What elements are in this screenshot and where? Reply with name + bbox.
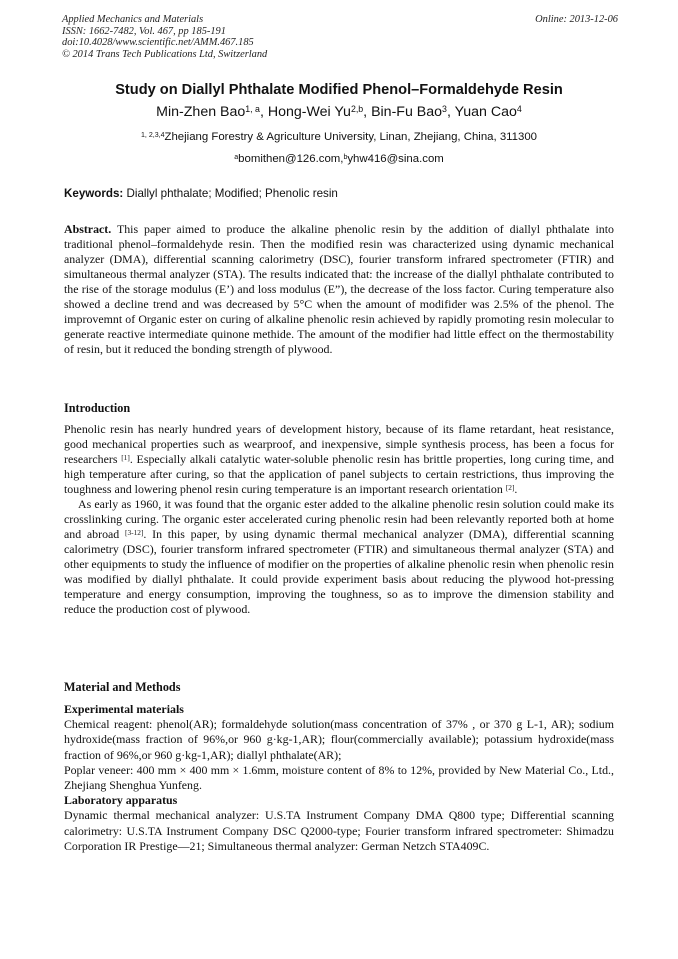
citation: [1] <box>121 452 130 462</box>
author-affil-mark: 1, a <box>245 104 260 115</box>
introduction-heading: Introduction <box>64 401 131 415</box>
materials-subheading: Experimental materials <box>64 702 184 716</box>
online-date: Online: 2013-12-06 <box>535 14 618 25</box>
intro-text: Phenolic resin has nearly hundred years of development history, because of its flame retardant, heat resistance, good mechanical properties such as wearproof, and inexpensive, simple synthesis process, has been a focus for researchers <box>64 422 614 466</box>
author-affil-mark: 4 <box>516 104 522 115</box>
intro-paragraph-2 <box>64 497 614 617</box>
author-affil-mark: 3 <box>442 104 447 115</box>
author-name: Min-Zhen Bao <box>156 104 246 120</box>
affiliation-mark: 1, 2,3,4 <box>140 131 165 139</box>
author-separator: , <box>446 104 455 120</box>
veneer-paragraph: Poplar veneer: 400 mm × 400 mm × 1.6mm, moisture content of 8% to 12%, provided by New Material Co., Ltd., Zhejiang Shenghua Yunfeng. <box>64 762 614 793</box>
author-affil-mark: 2,b <box>350 104 364 115</box>
journal-header <box>62 14 618 60</box>
email-mark-a: a <box>234 153 239 161</box>
author-emails <box>0 153 678 165</box>
citation: [2] <box>505 482 515 492</box>
apparatus-paragraph: Dynamic thermal mechanical analyzer: U.S.TA Instrument Company DMA Q800 type; Differential scanning calorimetry: U.S.TA Instrument Company DSC Q2000-type; Fourier transform infrared spectrometer: Shimadzu Corporation IR Prestige—21; Simultaneous thermal analyzer: German Netzch STA409C. <box>64 808 614 853</box>
author-separator: , <box>363 104 372 120</box>
keywords-label: Keywords: <box>64 187 124 200</box>
introduction-body <box>64 422 614 617</box>
methods-body <box>64 702 614 854</box>
copyright-line: © 2014 Trans Tech Publications Ltd, Switzerland <box>62 48 268 60</box>
author-list <box>0 104 678 120</box>
intro-text: . <box>514 482 518 496</box>
email-a[interactable]: bomithen@126.com, <box>238 153 344 165</box>
doi-line: doi:10.4028/www.scientific.net/AMM.467.185 <box>62 37 254 48</box>
email-mark-b: b <box>343 153 348 161</box>
citation: [3-12] <box>125 527 144 537</box>
intro-text: As early as 1960, it was found that the organic ester added to the alkaline phenolic resin solution could make its crosslinking curing. The organic ester accelerated curing phenolic resin had been relevantly reported both at home and abroad <box>64 497 614 541</box>
abstract-text: This paper aimed to produce the alkaline phenolic resin by the addition of diallyl phthalate into traditional phenol–formaldehyde resin. Then the modified resin was characterized using dynamic mechanical analyzer (DMA), differential scanning calorimetry (DSC), fourier transform infrared spectrometer (FTIR) and simultaneous thermal analyzer (STA). The results indicated that: the increase of the diallyl phthalate contributed to the rise of the storage modulus (E’) and loss modulus (E”), the decrease of the loss factor. Curing temperature also showed a decline trend and was decreased by 5°C when the amount of modifider was 2.5% of the phenol. The improvemnt of Organic ester on curing of alkaline phenolic resin achieved by rapidly promoting resin molecular to generate reactive intermediate quinone methide. The amount of the modifier had little effect on the thermostability of resin, but it reduced the bonding strength of plywood. <box>64 222 614 356</box>
abstract <box>64 222 614 357</box>
issn-line: ISSN: 1662-7482, Vol. 467, pp 185-191 <box>62 25 226 37</box>
intro-paragraph-1 <box>64 422 614 497</box>
keywords <box>64 187 338 200</box>
email-b[interactable]: yhw416@sina.com <box>347 153 444 165</box>
intro-text: . In this paper, by using dynamic thermal mechanical analyzer (DMA), differential scanning calorimetry (DSC), fourier transform infrared spectrometer (FTIR) and simultaneous thermal analyzer (STA) and other equipments to study the influence of modifier on the properties of alkaline phenolic resin when phenolic resin was modified by diallyl phthalate. It could provide experiment basis about reducing the plywood hot-pressing temperature and energy consumption, improving the toughness, so as to improve the dimension stability and reduce the production cost of plywood. <box>64 527 614 616</box>
keywords-text: Diallyl phthalate; Modified; Phenolic resin <box>123 187 338 200</box>
materials-paragraph: Chemical reagent: phenol(AR); formaldehyde solution(mass concentration of 37% , or 370 g L-1, AR); sodium hydroxide(mass fraction of 96%,or 960 g·kg-1,AR); flour(commercially available); potassium hydroxide(mass fraction of 96%,or 960 g·kg-1,AR); diallyl phthalate(AR); <box>64 717 614 762</box>
author-separator: , <box>259 104 268 120</box>
author-name: Bin-Fu Bao <box>371 104 443 120</box>
author-name: Yuan Cao <box>454 104 517 120</box>
journal-name: Applied Mechanics and Materials <box>62 14 204 25</box>
methods-heading: Material and Methods <box>64 680 181 694</box>
author-name: Hong-Wei Yu <box>267 104 351 120</box>
apparatus-subheading: Laboratory apparatus <box>64 793 178 808</box>
intro-text: . Especially alkali catalytic water-soluble phenolic resin has brittle properties, long curing time, and high temperature after curing, so that the application of panel subjects to certain restrictions, thus improving the toughness and lowering phenol resin curing temperature is an important research orientation <box>64 452 614 496</box>
paper-title: Study on Diallyl Phthalate Modified Phenol–Formaldehyde Resin <box>115 82 563 98</box>
affiliation <box>0 131 678 143</box>
abstract-label: Abstract. <box>64 222 112 236</box>
affiliation-text: Zhejiang Forestry & Agriculture University, Linan, Zhejiang, China, 311300 <box>164 131 537 143</box>
